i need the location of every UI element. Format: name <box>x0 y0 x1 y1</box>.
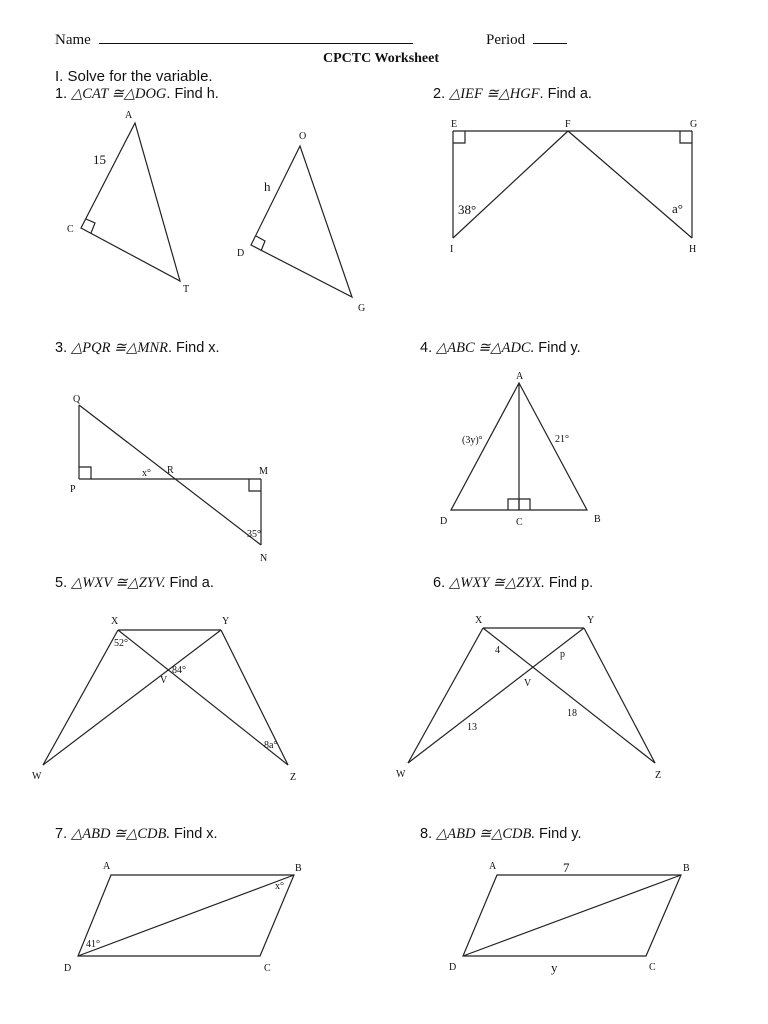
label-w: W <box>396 769 406 780</box>
name-label: Name <box>55 32 91 48</box>
diagonal-db <box>78 875 294 956</box>
problem-7: 7. △ABD ≅△CDB. Find x. <box>55 826 218 842</box>
right-angle-marker <box>79 467 91 479</box>
label-e: E <box>451 119 458 130</box>
segment-yz <box>221 630 288 765</box>
figure-2 <box>450 119 697 255</box>
label-side-15: 15 <box>93 152 106 167</box>
label-angle-a: a° <box>672 201 683 216</box>
label-p: P <box>70 484 76 495</box>
label-t: T <box>183 284 190 295</box>
label-z: Z <box>290 772 297 783</box>
problem-6: 6. △WXY ≅△ZYX. Find p. <box>433 575 594 591</box>
label-c: C <box>649 962 656 973</box>
label-angle-x: x° <box>142 468 151 479</box>
right-angle-marker <box>680 131 692 143</box>
problem-8: 8. △ABD ≅△CDB. Find y. <box>420 826 582 842</box>
label-w: W <box>32 771 42 782</box>
label-angle-84: 84° <box>172 665 186 676</box>
problem-4: 4. △ABC ≅△ADC. Find y. <box>420 340 581 356</box>
label-a: A <box>125 110 133 121</box>
right-angle-marker <box>249 479 261 491</box>
label-b: B <box>683 863 690 874</box>
label-y: Y <box>587 615 595 626</box>
segment-yz <box>584 628 655 763</box>
label-h: H <box>689 244 697 255</box>
label-v: V <box>160 675 168 686</box>
label-angle-3y: (3y)° <box>462 435 483 446</box>
label-seg-13: 13 <box>467 722 477 733</box>
label-h: h <box>264 179 271 194</box>
label-g: G <box>690 119 698 130</box>
label-z: Z <box>655 770 662 781</box>
label-angle-38: 38° <box>458 202 477 217</box>
label-n: N <box>260 553 268 564</box>
label-o: O <box>299 131 307 142</box>
segment-yw <box>43 630 221 765</box>
figure-3 <box>70 394 268 564</box>
label-c: C <box>264 963 271 974</box>
label-v: V <box>524 678 532 689</box>
label-x: X <box>475 615 483 626</box>
label-b: B <box>594 514 601 525</box>
label-angle-x: x° <box>275 881 284 892</box>
label-m: M <box>259 466 268 477</box>
problem-1: 1. △CAT ≅△DOG. Find h. <box>55 86 219 102</box>
figure-8 <box>449 860 690 975</box>
segment-xz <box>483 628 655 763</box>
problem-5: 5. △WXV ≅△ZYV. Find a. <box>55 575 214 591</box>
label-g: G <box>358 303 366 314</box>
page-title: CPCTC Worksheet <box>323 51 440 66</box>
label-seg-p: p <box>560 649 565 660</box>
label-b: B <box>295 863 302 874</box>
segment-if <box>453 131 568 238</box>
problem-2: 2. △IEF ≅△HGF. Find a. <box>433 86 592 102</box>
figure-7 <box>64 861 302 974</box>
label-r: R <box>167 465 174 476</box>
label-y: Y <box>222 616 230 627</box>
label-i: I <box>450 244 454 255</box>
label-c: C <box>67 224 74 235</box>
right-angle-marker <box>453 131 465 143</box>
label-d: D <box>64 963 72 974</box>
section-heading: I. Solve for the variable. <box>55 68 213 85</box>
label-a: A <box>103 861 111 872</box>
segment-xz <box>118 630 288 765</box>
figure-6 <box>396 615 661 781</box>
label-q: Q <box>73 394 81 405</box>
label-x: X <box>111 616 119 627</box>
label-side-y: y <box>551 960 558 975</box>
label-angle-35: 35° <box>247 529 261 540</box>
segment-xw <box>43 630 118 765</box>
label-seg-18: 18 <box>567 708 577 719</box>
figure-4 <box>440 371 601 528</box>
label-side-7: 7 <box>563 860 570 875</box>
label-angle-8a: 8a° <box>264 740 278 751</box>
segment-xw <box>408 628 483 763</box>
label-seg-4: 4 <box>495 645 500 656</box>
label-a: A <box>516 371 524 382</box>
figure-5 <box>32 616 296 783</box>
label-d: D <box>440 516 448 527</box>
label-angle-52: 52° <box>114 638 128 649</box>
figure-1 <box>67 110 365 314</box>
label-c: C <box>516 517 523 528</box>
label-f: F <box>565 119 571 130</box>
label-d: D <box>449 962 457 973</box>
triangle-dog <box>251 146 352 297</box>
problem-3: 3. △PQR ≅△MNR. Find x. <box>55 340 220 356</box>
label-d: D <box>237 248 245 259</box>
period-label: Period <box>486 32 526 48</box>
label-angle-41: 41° <box>86 939 100 950</box>
label-a: A <box>489 861 497 872</box>
label-angle-21: 21° <box>555 434 569 445</box>
triangle-cat <box>81 123 180 281</box>
segment-fh <box>568 131 692 238</box>
diagonal-db <box>463 875 681 956</box>
